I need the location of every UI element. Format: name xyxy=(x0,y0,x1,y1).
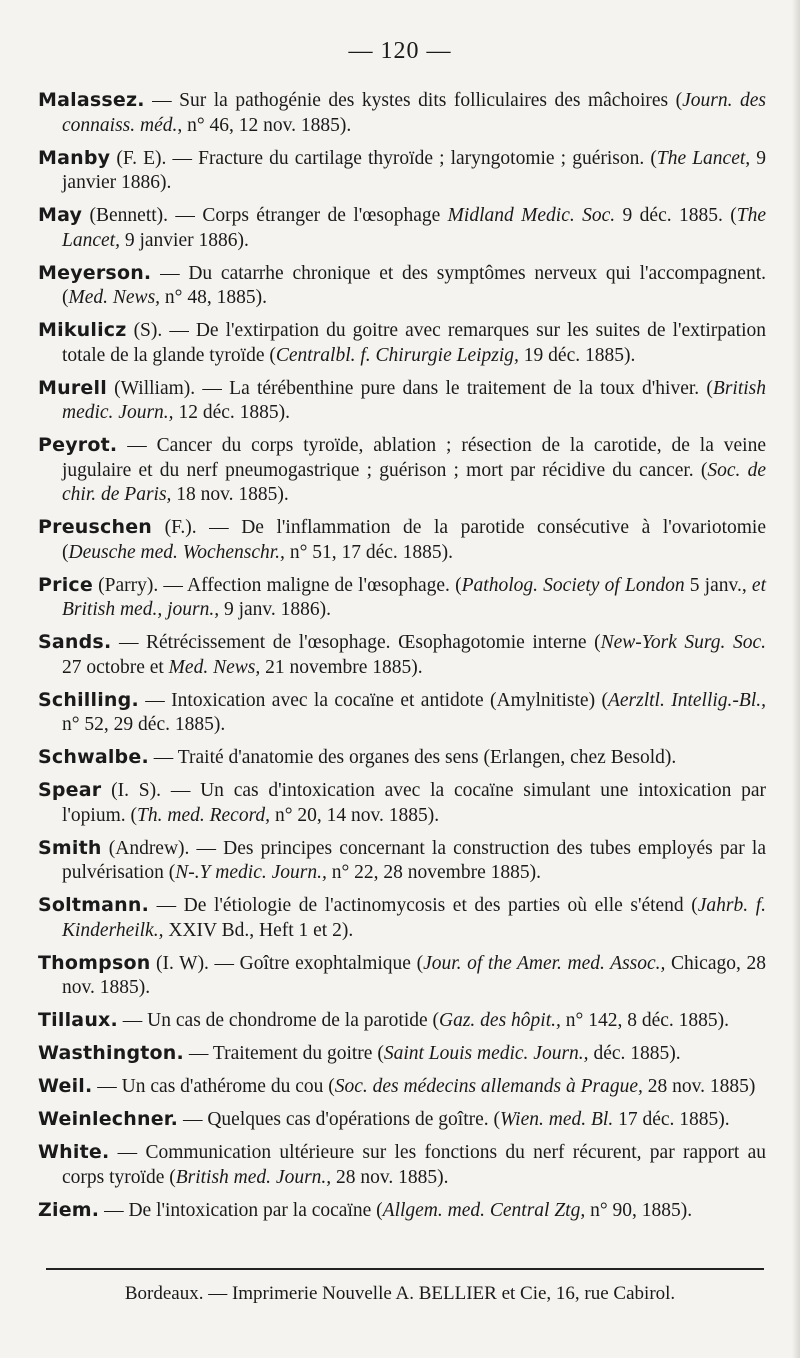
entry-text: 19 déc. 1885). xyxy=(518,344,636,366)
entry-text: n° 52, 29 déc. 1885). xyxy=(62,714,226,735)
citation-source: Jahrb. f. Kinderheilk., xyxy=(62,895,767,941)
author-initials: (Parry). xyxy=(92,574,159,596)
author-name: Mikulicz xyxy=(38,319,127,341)
bibliography-entry xyxy=(38,778,766,828)
citation-source: Saint Louis medic. Journ., xyxy=(383,1043,589,1064)
author-name: White. xyxy=(38,1141,110,1163)
entry-text: 17 déc. 1885). xyxy=(613,1109,730,1130)
citation-source: Soc. des médecins allemands à Prague, xyxy=(334,1076,643,1097)
author-name: Weinlechner. xyxy=(38,1108,179,1130)
bibliography-entry xyxy=(38,146,766,196)
entry-text: — Un cas de chondrome de la parotide ( xyxy=(117,1010,440,1031)
entry-text: déc. 1885). xyxy=(588,1043,681,1064)
author-initials: (Andrew). xyxy=(101,837,190,859)
entry-text: n° 22, 28 novembre 1885). xyxy=(326,862,541,883)
author-name: May xyxy=(38,204,83,226)
citation-source: Patholog. Society of London xyxy=(461,574,685,596)
citation-source: British med. Journ., xyxy=(175,1166,332,1188)
author-initials: (William). xyxy=(106,377,196,399)
citation-source: Soc. de chir. de Paris, xyxy=(62,459,766,505)
entry-text: , n° 46, 12 nov. 1885). xyxy=(177,114,352,136)
author-name: Schilling. xyxy=(38,688,139,711)
entry-text: — Traitement du goitre ( xyxy=(183,1043,384,1064)
bibliography-entry xyxy=(38,893,766,943)
bibliography-entry xyxy=(38,1074,766,1100)
author-initials: (F. E). xyxy=(110,147,167,169)
citation-source: The Lancet, xyxy=(62,205,766,251)
bibliography-entry xyxy=(38,376,766,426)
author-name: Murell xyxy=(38,376,107,399)
citation-source: N-.Y medic. Journ., xyxy=(175,862,327,883)
entry-text: Chicago, 28 nov. 1885). xyxy=(62,952,766,998)
citation-source: New-York Surg. Soc. xyxy=(600,632,766,653)
entry-text: — Cancer du corps tyroïde, ablation ; résection de la carotide, de la veine jugulaire et du nerf pneumogastrique ; guérison ; mort par récidive du cancer. ( xyxy=(62,435,766,481)
bibliography-entry xyxy=(38,203,766,253)
citation-source: Aerzltl. Intellig.-Bl., xyxy=(607,689,767,711)
entry-text: — La térébenthine pure dans le traitement de la toux d'hiver. ( xyxy=(195,377,713,399)
citation-source: Wien. med. Bl. xyxy=(500,1109,614,1130)
entry-text: 27 octobre et xyxy=(62,656,169,678)
entry-text: 21 novembre 1885). xyxy=(260,656,423,678)
author-initials: (S). xyxy=(126,320,163,341)
bibliography-entry xyxy=(38,1107,766,1133)
bibliography-entry xyxy=(38,88,766,138)
author-name: Preuschen xyxy=(38,516,153,538)
author-name: Soltmann. xyxy=(38,894,150,916)
entry-text: — Des principes concernant la construction des tubes employés par la pulvérisation ( xyxy=(62,837,766,883)
bibliography-entry xyxy=(38,515,766,565)
author-name: Meyerson. xyxy=(38,261,152,284)
bibliography-entry xyxy=(38,836,766,886)
entry-text: n° 48, 1885). xyxy=(160,287,267,308)
citation-source: et British med., journ., xyxy=(62,574,766,620)
bibliography-entry xyxy=(38,261,766,311)
bibliography-entry xyxy=(38,1041,766,1067)
citation-source: Jour. of the Amer. med. Assoc., xyxy=(423,952,666,974)
bibliography-list xyxy=(38,88,766,1231)
citation-source: British medic. Journ., xyxy=(62,377,766,423)
bibliography-entry xyxy=(38,1140,766,1190)
page-number: — 120 — xyxy=(348,38,452,64)
footer-rule xyxy=(46,1268,764,1270)
entry-text: 28 nov. 1885) xyxy=(642,1076,756,1097)
bibliography-entry xyxy=(38,318,766,368)
author-name: Thompson xyxy=(38,951,151,974)
entry-text: — Rétrécissement de l'œsophage. Œsophagotomie interne ( xyxy=(111,632,601,653)
citation-source: Midland Medic. Soc. xyxy=(447,205,616,226)
entry-text: n° 51, 17 déc. 1885). xyxy=(284,541,454,563)
bibliography-entry xyxy=(38,1008,766,1034)
entry-text: — Corps étranger de l'œsophage xyxy=(168,205,448,226)
citation-source: Centralbl. f. Chirurgie Leipzig, xyxy=(275,344,519,366)
author-name: Wasthington. xyxy=(38,1042,184,1064)
entry-text: n° 20, 14 nov. 1885). xyxy=(270,804,440,826)
author-name: Manby xyxy=(38,146,111,169)
citation-source: The Lancet, xyxy=(656,147,751,169)
bibliography-entry xyxy=(38,573,766,623)
entry-text: 9 déc. 1885. ( xyxy=(615,205,737,226)
entry-text: — Sur la pathogénie des kystes dits folliculaires des mâchoires ( xyxy=(144,90,683,111)
citation-source: Allgem. med. Central Ztg, xyxy=(382,1199,586,1221)
bibliography-entry xyxy=(38,1198,766,1224)
citation-source: Med. News, xyxy=(68,287,161,308)
bibliography-entry xyxy=(38,688,766,738)
author-name: Smith xyxy=(38,836,102,859)
entry-text: n° 142, 8 déc. 1885). xyxy=(560,1010,729,1031)
author-name: Schwalbe. xyxy=(38,746,149,768)
entry-text: XXIV Bd., Heft 1 et 2). xyxy=(163,919,354,941)
bibliography-entry xyxy=(38,433,766,508)
entry-text: — Fracture du cartilage thyroïde ; laryngotomie ; guérison. ( xyxy=(166,147,657,169)
citation-source: Med. News, xyxy=(168,656,261,678)
author-name: Ziem. xyxy=(38,1198,100,1221)
entry-text: — De l'étiologie de l'actinomycosis et des parties où elle s'étend ( xyxy=(149,895,698,916)
entry-text: — Traité d'anatomie des organes des sens (Erlangen, chez Besold). xyxy=(148,747,677,768)
entry-text: 9 janvier 1886). xyxy=(119,229,249,251)
entry-text: — Goître exophtalmique ( xyxy=(208,952,424,974)
citation-source: Th. med. Record, xyxy=(137,804,271,826)
author-name: Spear xyxy=(38,779,102,801)
author-name: Sands. xyxy=(38,631,112,653)
entry-text: — De l'extirpation du goitre avec remarques sur les suites de l'extirpation totale de la glande tyroïde ( xyxy=(62,320,766,366)
citation-source: Deusche med. Wochenschr., xyxy=(68,541,285,563)
entry-text: — Un cas d'athérome du cou ( xyxy=(92,1076,335,1097)
entry-text: — Intoxication avec la cocaïne et antidote (Amylnitiste) ( xyxy=(138,689,608,711)
author-name: Peyrot. xyxy=(38,434,118,456)
page-edge-shadow xyxy=(792,0,800,1358)
entry-text: n° 90, 1885). xyxy=(585,1199,693,1221)
printer-imprint: Bordeaux. — Imprimerie Nouvelle A. BELLIER et Cie, 16, rue Cabirol. xyxy=(124,1283,676,1304)
citation-source: Gaz. des hôpit., xyxy=(439,1010,561,1031)
bibliography-entry xyxy=(38,745,766,771)
entry-text: 28 nov. 1885). xyxy=(331,1166,449,1188)
citation-source: Journ. des connaiss. méd. xyxy=(62,90,766,136)
author-name: Price xyxy=(38,573,93,596)
bibliography-entry xyxy=(38,951,766,1001)
author-initials: (Bennett). xyxy=(82,205,169,226)
entry-text: — Communication ultérieure sur les fonctions du nerf récurent, par rapport au corps tyroïde ( xyxy=(62,1142,766,1188)
entry-text: 12 déc. 1885). xyxy=(173,402,290,423)
entry-text: — De l'intoxication par la cocaïne ( xyxy=(99,1199,383,1221)
author-name: Tillaux. xyxy=(38,1009,118,1031)
entry-text: — Un cas d'intoxication avec la cocaïne simulant une intoxication par l'opium. ( xyxy=(62,780,767,826)
author-name: Malassez. xyxy=(38,89,145,111)
entry-text: 18 nov. 1885). xyxy=(171,484,289,505)
author-initials: (I. S). xyxy=(101,780,162,801)
entry-text: 5 janv., xyxy=(684,574,752,596)
entry-text: — Quelques cas d'opérations de goître. ( xyxy=(178,1109,501,1130)
entry-text: — Affection maligne de l'œsophage. ( xyxy=(158,574,462,596)
bibliography-entry xyxy=(38,630,766,680)
entry-text: 9 janv. 1886). xyxy=(219,599,332,620)
entry-text: — Du catarrhe chronique et des symptômes nerveux qui l'accompagnent. ( xyxy=(62,262,766,308)
entry-text: 9 janvier 1886). xyxy=(62,147,767,193)
author-name: Weil. xyxy=(38,1075,93,1097)
author-initials: (F.). xyxy=(152,517,197,538)
entry-text: — De l'inflammation de la parotide consécutive à l'ovariotomie ( xyxy=(62,517,766,563)
author-initials: (I. W). xyxy=(150,952,209,974)
